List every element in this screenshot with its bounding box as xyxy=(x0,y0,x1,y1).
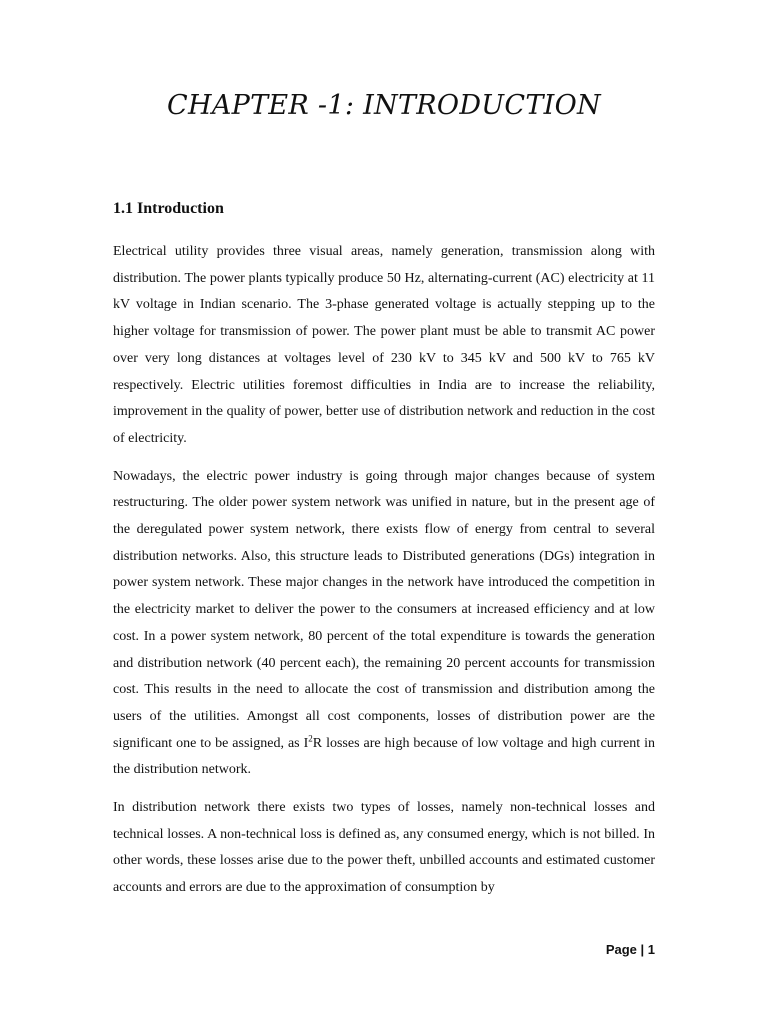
paragraph-2-text-after: R losses are high because of low voltage and high current in the distribution network. xyxy=(113,735,655,778)
paragraph-3: In distribution network there exists two types of losses, namely non-technical losses and technical losses. A non-technical loss is defined as, any consumed energy, which is not billed. In other words, these losses arise due to the power theft, unbilled accounts and estimated customer accounts and errors are due to the approximation of consumption by xyxy=(113,800,655,896)
paragraph-1: Electrical utility provides three visual areas, namely generation, transmission along with distribution. The power plants typically produce 50 Hz, alternating-current (AC) electricity at 11 kV voltage in Indian scenario. The 3-phase generated voltage is actually stepping up to the higher voltage for transmission of power. The power plant must be able to transmit AC power over very long distances at voltages level of 230 kV to 345 kV and 500 kV to 765 kV respectively. Electric utilities foremost difficulties in India are to increase the reliability, improvement in the quality of power, better use of distribution network and reduction in the cost of electricity. xyxy=(113,244,655,446)
section-heading: 1.1 Introduction xyxy=(113,200,224,217)
body-text xyxy=(113,239,655,913)
chapter-title: CHAPTER -1: INTRODUCTION xyxy=(167,90,601,121)
page-number: Page | 1 xyxy=(605,942,655,957)
paragraph-2-text-before: Nowadays, the electric power industry is going through major changes because of system restructuring. The older power system network was unified in nature, but in the present age of the deregulated power system network, there exists flow of energy from central to several distribution networks. Also, this structure leads to Distributed generations (DGs) integration in power system network. These major changes in the network have introduced the competition in the electricity market to deliver the power to the consumers at increased efficiency and at low cost. In a power system network, 80 percent of the total expenditure is towards the generation and distribution network (40 percent each), the remaining 20 percent accounts for transmission cost. This results in the need to allocate the cost of transmission and distribution among the users of the utilities. Amongst all cost components, losses of distribution power are the significant one to be assigned, as I xyxy=(113,468,655,751)
paragraph-2 xyxy=(113,464,655,784)
superscript-two: 2 xyxy=(308,733,313,743)
